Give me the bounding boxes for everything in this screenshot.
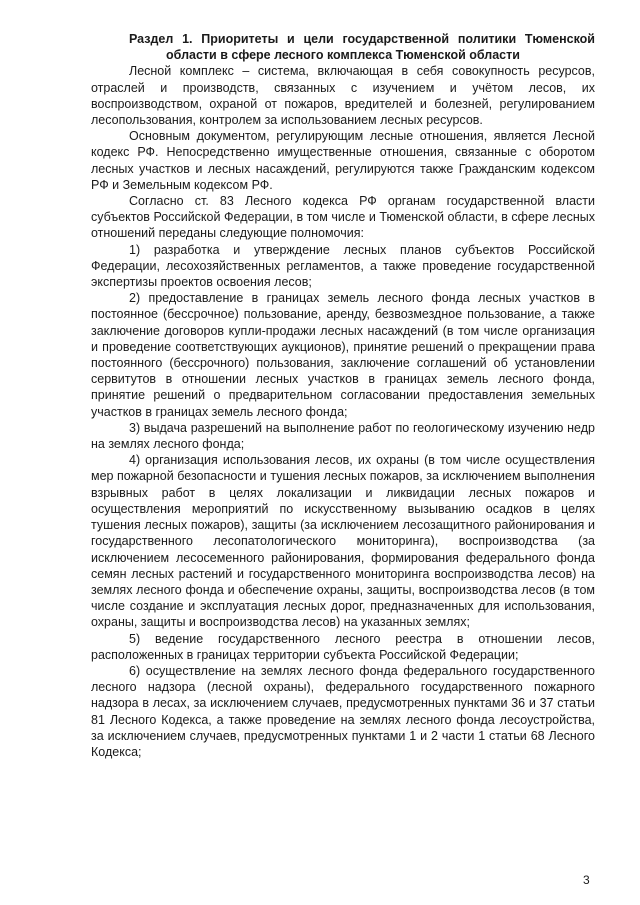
document-body [91, 31, 595, 760]
paragraph-main-document: Основным документом, регулирующим лесные отношения, является Лесной кодекс РФ. Непосредственно имущественные отношения, связанные с оборотом лесных участков и лесных насаждений, регулируются также Гражданским кодексом РФ и Земельным кодексом РФ. [91, 129, 595, 192]
list-item-1: 1) разработка и утверждение лесных планов субъектов Российской Федерации, лесохозяйственных регламентов, а также проведение государственной экспертизы проектов освоения лесов; [91, 242, 595, 290]
list-item-2: 2) предоставление в границах земель лесного фонда лесных участков в постоянное (бессрочное) пользование, аренду, безвозмездное пользование, а также заключение договоров купли-продажи лесных насаждений (в том числе организация и проведение соответствующих аукционов), принятие решений о прекращении права постоянного (бессрочного) пользования, заключение соглашений об установлении сервитутов в отношении лесных участков в границах земель лесного фонда, принятие решений о предварительном согласовании предоставления земельных участков в границах земель лесного фонда; [91, 291, 595, 419]
paragraph-forest-complex-definition: Лесной комплекс – система, включающая в себя совокупность ресурсов, отраслей и производств, связанных с изучением и учётом лесов, их воспроизводством, охраной от пожаров, вредителей и болезней, регулированием лесопользования, контролем за использованием лесных ресурсов. [91, 64, 595, 128]
list-item-4: 4) организация использования лесов, их охраны (в том числе осуществления мер пожарной безопасности и тушения лесных пожаров, за исключением выполнения взрывных работ в целях локализации и ликвидации лесных пожаров и осуществления мероприятий по искусственному вызыванию осадков в целях тушения лесных пожаров), защиты (за исключением лесозащитного районирования и государственного лесопатологического мониторинга), воспроизводства (за исключением лесосеменного районирования, формирования федерального фонда семян лесных растений и государственного мониторинга воспроизводства лесов) на землях лесного фонда и обеспечение охраны, защиты, воспроизводства лесов (в том числе создание и эксплуатация лесных дорог, предназначенных для использования, охраны, защиты и воспроизводства лесов) на указанных землях; [91, 453, 595, 630]
section-heading: Раздел 1. Приоритеты и цели государственной политики Тюменской области в сфере лесного комплекса Тюменской области [129, 32, 595, 63]
paragraph-article-83: Согласно ст. 83 Лесного кодекса РФ органам государственной власти субъектов Российской Федерации, в том числе и Тюменской области, в сфере лесных отношений переданы следующие полномочия: [91, 194, 595, 241]
list-item-5: 5) ведение государственного лесного реестра в отношении лесов, расположенных в границах территории субъекта Российской Федерации; [91, 631, 595, 662]
list-item-6: 6) осуществление на землях лесного фонда федерального государственного лесного надзора (лесной охраны), федерального государственного пожарного надзора в лесах, за исключением случаев, предусмотренных пунктами 36 и 37 статьи 81 Лесного Кодекса, а также проведение на землях лесного фонда лесоустройства, за исключением случаев, предусмотренных пунктами 1 и 2 части 1 статьи 68 Лесного Кодекса; [91, 663, 595, 759]
list-item-3: 3) выдача разрешений на выполнение работ по геологическому изучению недр на землях лесного фонда; [91, 420, 595, 452]
page-number: 3 [583, 873, 590, 887]
